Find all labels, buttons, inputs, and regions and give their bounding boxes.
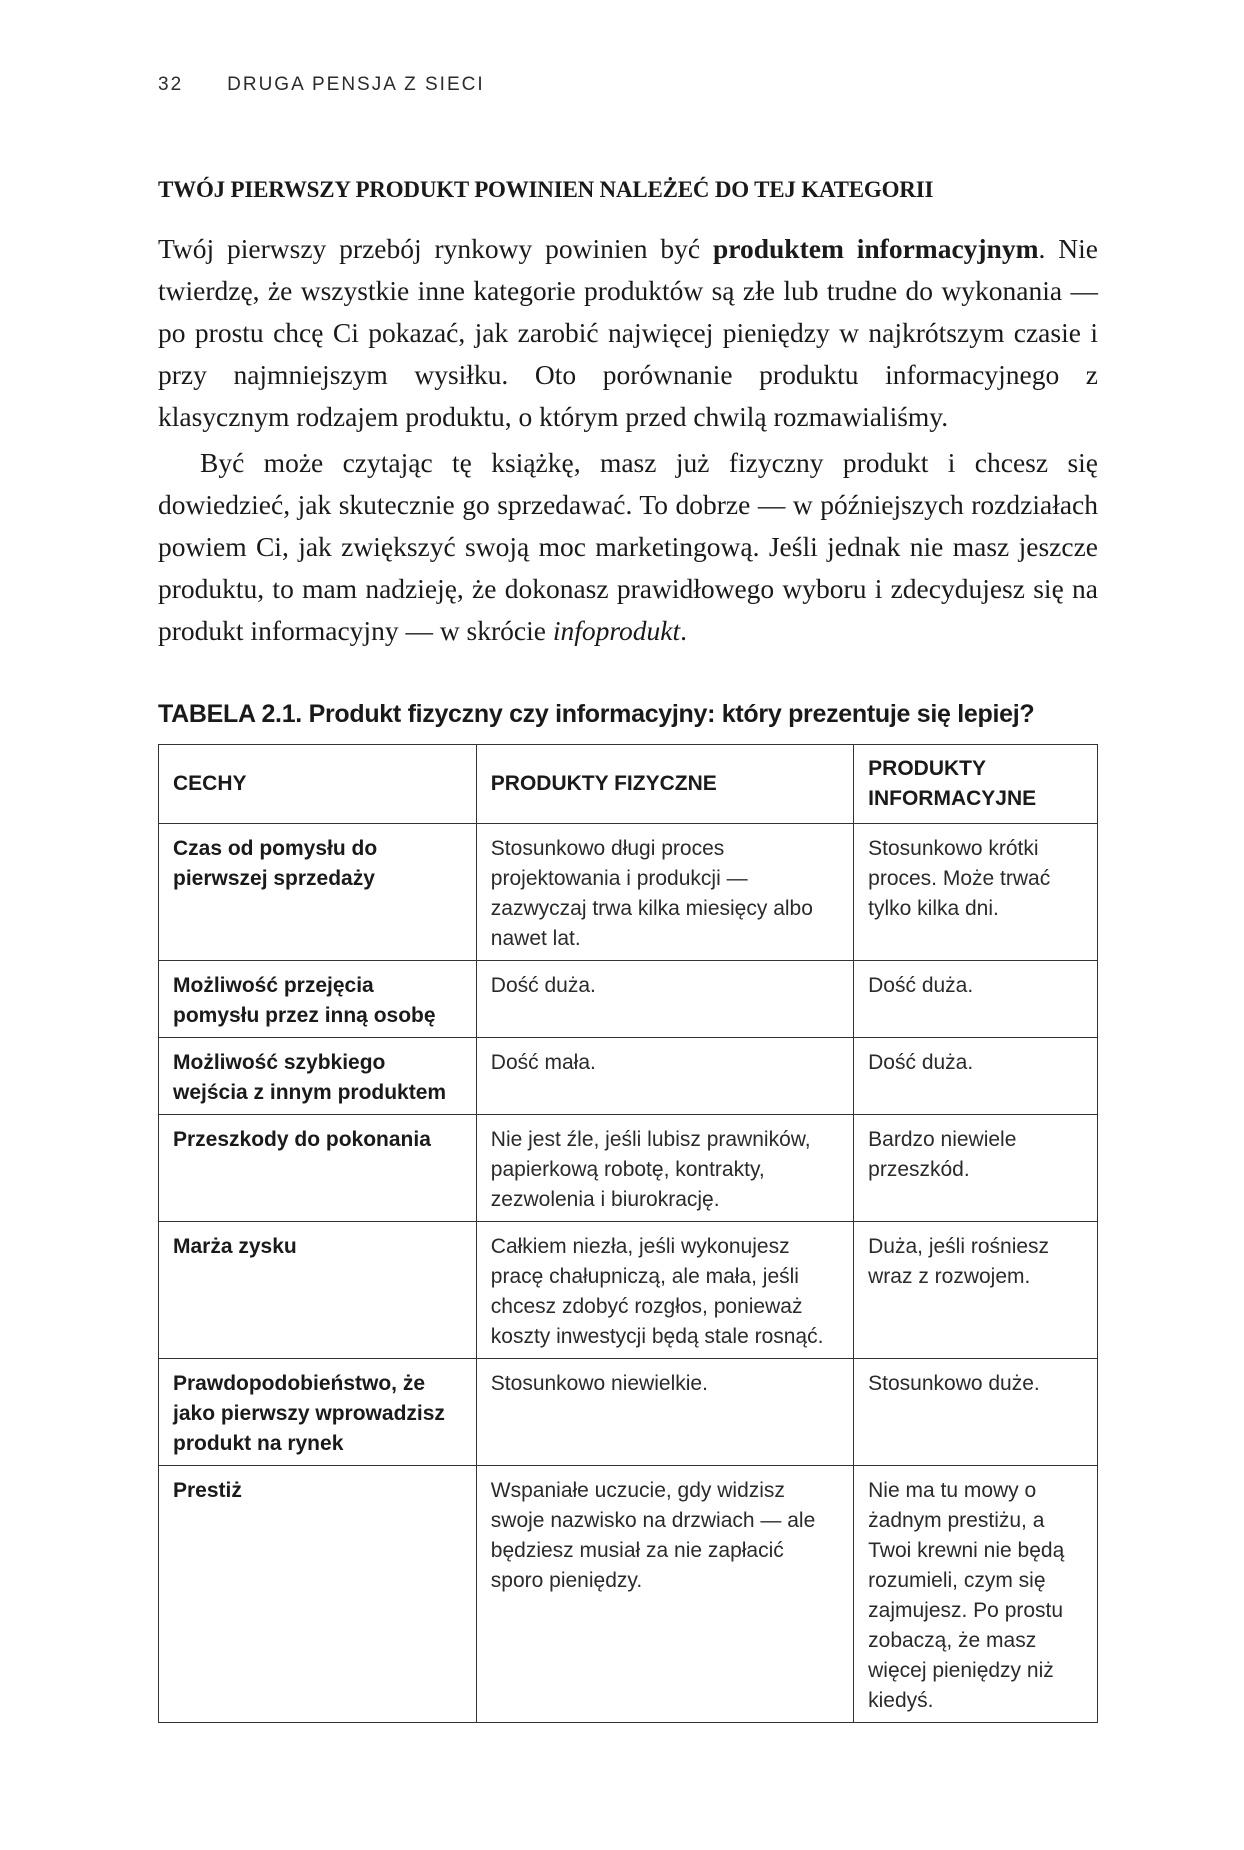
information-cell: Bardzo niewiele przeszkód. [854,1115,1098,1222]
comparison-table [158,744,1098,1723]
feature-cell: Możliwość szybkiego wejścia z innym produktem [159,1038,477,1115]
physical-cell: Dość mała. [476,1038,853,1115]
paragraph-2-text-start: Być może czytając tę książkę, masz już fizyczny produkt i chcesz się dowiedzieć, jak skutecznie go sprzedawać. To dobrze — w późniejszych rozdziałach powiem Ci, jak zwiększyć swoją moc marketingową. Jeśli jednak nie masz jeszcze produktu, to mam nadzieję, że dokonasz prawidłowego wyboru i zdecydujesz się na produkt informacyjny — w skrócie [158,447,1098,646]
paragraph-2-italic-term: infoprodukt [552,615,681,646]
table-caption: TABELA 2.1. Produkt fizyczny czy informacyjny: który prezentuje się lepiej? [158,700,1035,728]
physical-cell: Dość duża. [476,961,853,1038]
feature-cell: Prawdopodobieństwo, że jako pierwszy wprowadzisz produkt na rynek [159,1359,477,1466]
paragraph-1-text-start: Twój pierwszy przebój rynkowy powinien być [158,233,713,264]
feature-cell: Czas od pomysłu do pierwszej sprzedaży [159,824,477,961]
physical-cell: Całkiem niezła, jeśli wykonujesz pracę chałupniczą, ale mała, jeśli chcesz zdobyć rozgłos, ponieważ koszty inwestycji będą stale rosnąć. [476,1222,853,1359]
paragraph-1-text-end: . Nie twierdzę, że wszystkie inne kategorie produktów są złe lub trudne do wykonania — po prostu chcę Ci pokazać, jak zarobić najwięcej pieniędzy w najkrótszym czasie i przy najmniejszym wysiłku. Oto porównanie produktu informacyjnego z klasycznym rodzajem produktu, o którym przed chwilą rozmawialiśmy. [158,233,1098,432]
information-cell: Stosunkowo krótki proces. Może trwać tylko kilka dni. [854,824,1098,961]
book-title: DRUGA PENSJA Z SIECI [227,74,485,95]
running-head [158,74,485,96]
section-heading: TWÓJ PIERWSZY PRODUKT POWINIEN NALEŻEĆ DO TEJ KATEGORII [158,177,934,202]
header-information-products: PRODUKTY INFORMACYJNE [854,745,1098,824]
information-cell: Dość duża. [854,961,1098,1038]
feature-cell: Możliwość przejęcia pomysłu przez inną osobę [159,961,477,1038]
physical-cell: Wspaniałe uczucie, gdy widzisz swoje nazwisko na drzwiach — ale będziesz musiał za nie zapłacić sporo pieniędzy. [476,1466,853,1723]
body-text [158,228,1098,652]
page-number: 32 [158,74,184,95]
table-header-row [159,745,1098,824]
information-cell: Dość duża. [854,1038,1098,1115]
feature-cell: Przeszkody do pokonania [159,1115,477,1222]
table-row [159,1222,1098,1359]
header-physical-products: PRODUKTY FIZYCZNE [476,745,853,824]
table-row [159,1359,1098,1466]
information-cell: Duża, jeśli rośniesz wraz z rozwojem. [854,1222,1098,1359]
table-row [159,1038,1098,1115]
header-features: CECHY [159,745,477,824]
physical-cell: Nie jest źle, jeśli lubisz prawników, papierkową robotę, kontrakty, zezwolenia i biurokrację. [476,1115,853,1222]
table-row [159,1466,1098,1723]
paragraph-1 [158,228,1098,438]
table-row [159,1115,1098,1222]
information-cell: Stosunkowo duże. [854,1359,1098,1466]
paragraph-2-text-end: . [680,615,688,646]
feature-cell: Marża zysku [159,1222,477,1359]
physical-cell: Stosunkowo długi proces projektowania i produkcji — zazwyczaj trwa kilka miesięcy albo nawet lat. [476,824,853,961]
table-row [159,961,1098,1038]
paragraph-2 [158,442,1098,652]
information-cell: Nie ma tu mowy o żadnym prestiżu, a Twoi krewni nie będą rozumieli, czym się zajmujesz. Po prostu zobaczą, że masz więcej pieniędzy niż kiedyś. [854,1466,1098,1723]
paragraph-1-bold-term: produktem informacyjnym [712,233,1039,264]
physical-cell: Stosunkowo niewielkie. [476,1359,853,1466]
feature-cell: Prestiż [159,1466,477,1723]
table-row [159,824,1098,961]
